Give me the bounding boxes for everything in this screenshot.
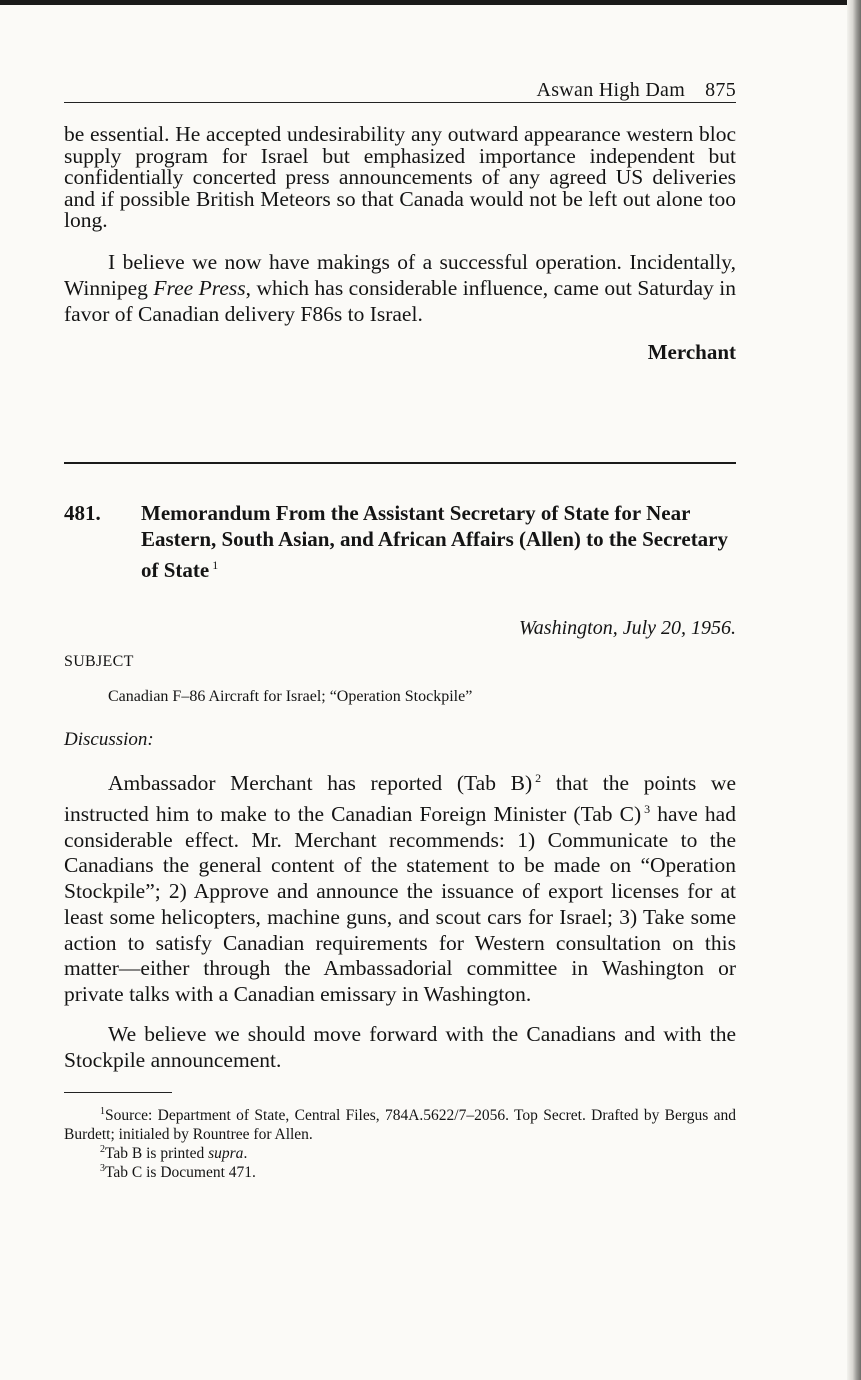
discussion-label: Discussion: [64, 729, 154, 750]
page-number: 875 [705, 79, 736, 101]
footnote-3-text: Tab C is Document 471. [105, 1164, 256, 1182]
footnote-1-mark: 1 [100, 1106, 105, 1117]
signature: Merchant [647, 340, 736, 364]
dateline: Washington, July 20, 1956. [518, 617, 736, 639]
footnote-2-italic: supra [208, 1145, 244, 1163]
discussion-text-c: have had considerable effect. Mr. Merchant recommends: 1) Communicate to the Canadians the general content of the statement to be made on “Operation Stockpile”; 2) Approve and announce the issuance of export licenses for at least some helicopters, machine guns, and scout cars for Israel; 3) Take some action to satisfy Canadian requirements for Western consultation on this matter—either through the Ambassadorial committee in Washington or private talks with a Canadian emissary in Washington. [64, 802, 736, 1006]
newspaper-name: Free Press [153, 276, 246, 300]
subject-label: SUBJECT [64, 653, 134, 670]
document-title [141, 500, 741, 583]
page-top-edge [0, 0, 861, 5]
footnote-ref-2: 2 [535, 771, 542, 785]
footnote-1-text: Source: Department of State, Central Files, 784A.5622/7–2056. Top Secret. Drafted by Bergus and Burdett; initialed by Rountree for Allen. [64, 1107, 736, 1144]
footnote-3-mark: 3 [100, 1163, 105, 1174]
discussion-paragraph [64, 766, 736, 1008]
footnote-ref-1: 1 [212, 558, 219, 572]
recommendation-paragraph: We believe we should move forward with the Canadians and with the Stockpile announcement. [64, 1022, 736, 1072]
closing-paragraph-text-b: , which has considerable influence, came out Saturday in favor of Canadian delivery F86s to Israel. [64, 276, 736, 326]
footnote-3 [100, 1159, 256, 1182]
subject-text: Canadian F–86 Aircraft for Israel; “Operation Stockpile” [108, 688, 473, 705]
page-binding-edge [847, 0, 861, 1380]
document-title-text: Memorandum From the Assistant Secretary of State for Near Eastern, South Asian, and African Affairs (Allen) to the Secretary of State [141, 501, 729, 582]
running-head-title: Aswan High Dam [536, 79, 686, 101]
document-divider [64, 462, 736, 464]
footnote-1 [64, 1102, 736, 1144]
footnote-2-text-a: Tab B is printed [105, 1145, 209, 1163]
footnote-2-mark: 2 [100, 1144, 105, 1155]
discussion-text-b: that the points we instructed him to make to the Canadian Foreign Minister (Tab C) [64, 771, 737, 827]
continued-paragraph: be essential. He accepted undesirability any outward appearance western bloc supply program for Israel but emphasized importance independent but confidentially concerted press announcements of any agreed US deliveries and if possible British Meteors so that Canada would not be left out alone too long. [64, 122, 736, 232]
closing-paragraph-text-a: I believe we now have makings of a successful operation. Incidentally, Winnipeg [64, 250, 736, 300]
running-head [64, 78, 736, 103]
document-number: 481. [64, 501, 101, 525]
closing-paragraph [64, 249, 736, 327]
footnote-2-text-b: . [243, 1145, 248, 1163]
discussion-text-a: Ambassador Merchant has reported (Tab B) [108, 771, 533, 796]
footnote-ref-3: 3 [644, 801, 651, 816]
footnote-rule [64, 1092, 172, 1093]
